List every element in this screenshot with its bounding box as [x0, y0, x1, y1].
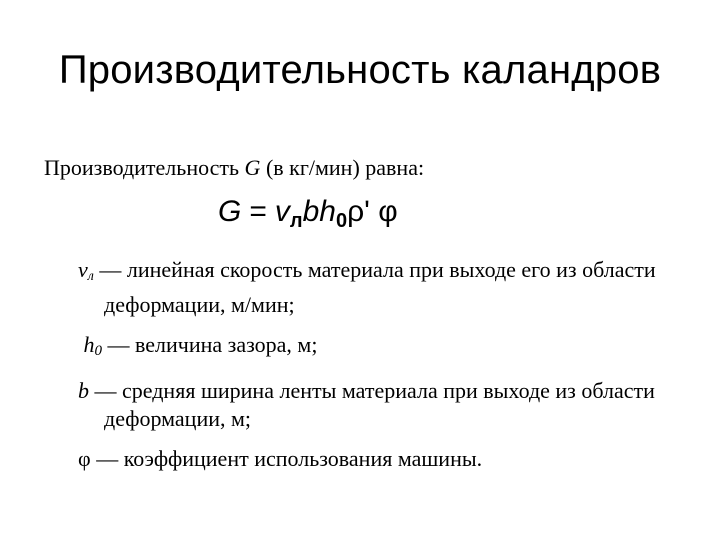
- definition-text: — коэффициент использования машины.: [90, 446, 483, 471]
- definition-symbol: h: [83, 332, 95, 357]
- formula-h-subscript: 0: [335, 210, 348, 232]
- formula-h: h: [319, 195, 336, 228]
- definition-item: [78, 377, 698, 433]
- definitions-list: [78, 256, 698, 485]
- definition-symbol: b: [78, 378, 89, 403]
- definition-item: [78, 331, 698, 365]
- productivity-formula: [218, 190, 398, 243]
- formula-lhs: G: [218, 195, 242, 228]
- intro-symbol-g: G: [244, 155, 261, 180]
- definition-text: — величина зазора, м;: [102, 332, 318, 357]
- definition-item: [78, 256, 698, 319]
- intro-prefix: Производительность: [44, 155, 245, 180]
- definition-subscript: л: [87, 269, 94, 284]
- definition-text: — линейная скорость материала при выходе его из области деформации, м/мин;: [93, 257, 656, 317]
- definition-symbol: φ: [78, 446, 91, 471]
- formula-b: b: [302, 195, 320, 228]
- definition-item: [78, 445, 698, 473]
- intro-suffix: (в кг/мин) равна:: [260, 155, 425, 180]
- formula-equals: =: [249, 195, 267, 228]
- definition-text: — средняя ширина ленты материала при выходе из области деформации, м;: [89, 378, 655, 431]
- formula-rho: ρʹ: [347, 195, 370, 228]
- formula-v-subscript: л: [289, 210, 303, 232]
- definition-subscript: 0: [94, 343, 102, 359]
- slide-title: Производительность каландров: [58, 48, 662, 92]
- formula-v: v: [274, 195, 290, 228]
- formula-phi: φ: [378, 195, 398, 228]
- intro-line: [44, 154, 424, 182]
- definition-symbol: v: [78, 257, 88, 282]
